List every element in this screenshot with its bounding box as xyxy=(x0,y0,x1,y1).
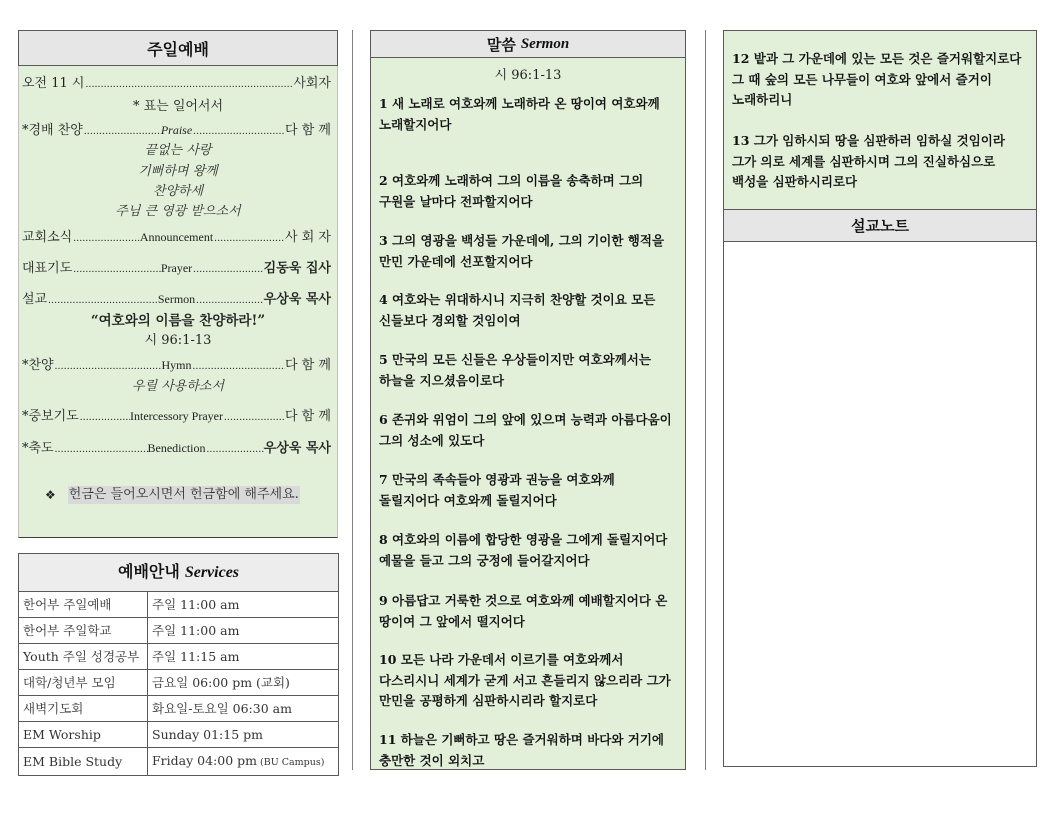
order-item-leader-name: 사회자 xyxy=(293,76,331,91)
dot-leader xyxy=(83,121,161,141)
sermon-notes-title: 설교노트 xyxy=(851,217,909,235)
dot-leader xyxy=(195,290,264,310)
order-item-label: 설교 xyxy=(22,292,48,307)
worship-header xyxy=(18,30,338,66)
order-item-english: Sermon xyxy=(157,292,196,306)
service-name: Youth 주일 성경공부 xyxy=(19,644,148,670)
service-time-cell xyxy=(148,748,339,776)
order-row-praise xyxy=(22,120,331,140)
order-row-hymn xyxy=(22,355,331,375)
service-row xyxy=(19,592,339,618)
leader-group xyxy=(223,407,331,427)
label-group xyxy=(22,356,162,376)
services-table xyxy=(18,553,339,776)
order-row-benediction xyxy=(22,438,331,458)
dot-leader xyxy=(205,439,263,459)
scripture-reference: 시 96:1-13 xyxy=(494,68,562,83)
verse-11: 11 하늘은 기뻐하고 땅은 즐거워하며 바다와 거기에 충만한 것이 외치고 xyxy=(379,732,665,768)
services-title xyxy=(19,554,339,592)
order-item-english: Intercessory Prayer xyxy=(130,409,223,423)
sermon-title-korean: 말씀 xyxy=(486,35,516,54)
praise-lyric-line: 끝없는 사랑 xyxy=(144,143,212,158)
leader-group xyxy=(213,228,331,248)
order-item-leader-name: 우상욱 목사 xyxy=(263,292,331,307)
order-row-intercessory-prayer xyxy=(22,406,331,426)
offering-note xyxy=(45,485,337,505)
verse-12: 12 밭과 그 가운데에 있는 모든 것은 즐거워할지로다 그 때 숲의 모든 나무들이 여호와 앞에서 즐거이 노래하리니 xyxy=(732,51,1022,107)
order-item-english: Announcement xyxy=(139,230,214,244)
order-item-leader-name: 김동욱 집사 xyxy=(263,261,331,276)
diamond-bullet-icon xyxy=(45,488,56,502)
order-item-label: *축도 xyxy=(22,441,54,456)
service-time: Sunday 01:15 pm xyxy=(148,722,339,748)
verse-8: 8 여호와의 이름에 합당한 영광을 그에게 돌릴지어다 예물을 들고 그의 궁정에 들어갈지어다 xyxy=(379,532,668,568)
dot-leader xyxy=(213,228,285,248)
column-divider xyxy=(352,30,353,770)
order-item-english: Hymn xyxy=(161,358,192,372)
service-row xyxy=(19,696,339,722)
service-time: 화요일-토요일 06:30 am xyxy=(148,696,339,722)
service-time: 주일 11:00 am xyxy=(148,592,339,618)
services-header-row xyxy=(19,554,339,592)
standing-note: * 표는 일어서서 xyxy=(132,99,224,114)
hymn-title: 우릴 사용하소서 xyxy=(131,379,225,394)
label-group xyxy=(22,407,130,427)
verse-5: 5 만국의 모든 신들은 우상들이지만 여호와께서는 하늘을 지으셨음이로다 xyxy=(379,352,651,388)
order-of-worship xyxy=(18,66,338,538)
label-group xyxy=(22,259,161,279)
praise-lyric-line: 찬양하세 xyxy=(152,184,204,199)
service-time: 주일 11:00 am xyxy=(148,618,339,644)
order-item-english: Benediction xyxy=(147,441,206,455)
service-name: 한어부 주일예배 xyxy=(19,592,148,618)
service-row xyxy=(19,722,339,748)
label-group xyxy=(22,290,158,310)
service-name: EM Worship xyxy=(19,722,148,748)
worship-title: 주일예배 xyxy=(147,39,209,59)
order-item-label: 교회소식 xyxy=(22,230,73,245)
sermon-reference: 시 96:1-13 xyxy=(144,333,212,348)
order-item-label: *찬양 xyxy=(22,358,54,373)
label-group xyxy=(22,439,148,459)
label-group xyxy=(22,228,140,248)
dot-leader xyxy=(54,356,162,376)
praise-lyric-line: 주님 큰 영광 받으소서 xyxy=(115,204,241,219)
service-name: 새벽기도회 xyxy=(19,696,148,722)
service-location-note: (BU Campus) xyxy=(260,757,325,768)
leader-group xyxy=(195,290,331,310)
service-row xyxy=(19,618,339,644)
service-time: 금요일 06:00 pm (교회) xyxy=(148,670,339,696)
sermon-notes-header xyxy=(723,210,1037,242)
order-item-leader-name: 다 함 께 xyxy=(285,123,331,138)
service-row xyxy=(19,670,339,696)
leader-group xyxy=(192,121,331,141)
column-divider xyxy=(705,30,706,770)
verse-1: 1 새 노래로 여호와께 노래하라 온 땅이여 여호와께 노래할지어다 xyxy=(379,96,660,132)
leader-group xyxy=(192,356,332,376)
sermon-title-english: Sermon xyxy=(520,35,570,52)
verse-3: 3 그의 영광을 백성들 가운데에, 그의 기이한 행적을 만민 가운데에 선포할지어다 xyxy=(379,233,665,269)
sermon-header xyxy=(370,30,686,58)
order-item-label: *경배 찬양 xyxy=(22,123,83,138)
dot-leader xyxy=(223,407,285,427)
order-item-label: 오전 11 시 xyxy=(22,76,85,91)
verse-2: 2 여호와께 노래하여 그의 이름을 송축하며 그의 구원을 날마다 전파할지어다 xyxy=(379,173,644,209)
verse-13: 13 그가 임하시되 땅을 심판하러 임하실 것임이라 그가 의로 세계를 심판하시며 그의 진실하심으로 백성을 심판하시리로다 xyxy=(732,133,1005,189)
service-time: 주일 11:15 am xyxy=(148,644,339,670)
dot-leader xyxy=(192,356,286,376)
verse-4: 4 여호와는 위대하시니 지극히 찬양할 것이요 모든 신들보다 경외할 것임이여 xyxy=(379,292,656,328)
order-item-leader-name: 사 회 자 xyxy=(285,230,331,245)
order-item-leader-name: 다 함 께 xyxy=(285,409,331,424)
services-title-english: Services xyxy=(184,564,240,581)
leader-group xyxy=(192,259,331,279)
service-name: EM Bible Study xyxy=(19,748,148,776)
sermon-notes-area xyxy=(723,242,1037,767)
dot-leader xyxy=(84,74,293,94)
sermon-scripture xyxy=(370,58,686,770)
order-row-announcement xyxy=(22,227,331,247)
order-item-label: 대표기도 xyxy=(22,261,73,276)
order-item-label: *중보기도 xyxy=(22,409,79,424)
order-item-english: Praise xyxy=(160,123,193,137)
order-row-sermon xyxy=(22,289,331,309)
leader-group xyxy=(205,439,331,459)
order-row-opening xyxy=(22,74,331,94)
sermon-title: “여호와의 이름을 찬양하라!” xyxy=(90,313,266,329)
praise-lyric-line: 기뻐하며 왕께 xyxy=(138,164,218,179)
service-row xyxy=(19,748,339,776)
dot-leader xyxy=(72,228,140,248)
service-row xyxy=(19,644,339,670)
dot-leader xyxy=(192,121,285,141)
service-name: 한어부 주일학교 xyxy=(19,618,148,644)
services-title-korean: 예배안내 xyxy=(117,562,180,581)
verse-10: 10 모든 나라 가운데서 이르기를 여호와께서 다스리시니 세계가 굳게 서고 흔들리지 않으리라 그가 만민을 공평하게 심판하시리라 할지로다 xyxy=(379,652,671,708)
dot-leader xyxy=(54,439,148,459)
order-item-leader-name: 다 함 께 xyxy=(285,358,331,373)
verse-7: 7 만국의 족속들아 영광과 권능을 여호와께 돌릴지어다 여호와께 돌릴지어다 xyxy=(379,472,615,508)
offering-note-text: 헌금은 들어오시면서 헌금함에 해주세요. xyxy=(68,487,299,502)
dot-leader xyxy=(79,407,130,427)
order-row-prayer xyxy=(22,258,331,278)
order-item-english: Prayer xyxy=(160,261,193,275)
order-item-leader-name: 우상욱 목사 xyxy=(263,441,331,456)
service-name: 대학/청년부 모임 xyxy=(19,670,148,696)
dot-leader xyxy=(47,290,158,310)
verse-9: 9 아름답고 거룩한 것으로 여호와께 예배할지어다 온 땅이여 그 앞에서 떨지어다 xyxy=(379,593,668,629)
verse-6: 6 존귀와 위엄이 그의 앞에 있으며 능력과 아름다움이 그의 성소에 있도다 xyxy=(379,412,672,448)
dot-leader xyxy=(72,259,161,279)
sermon-scripture-continued xyxy=(723,30,1037,210)
service-time: Friday 04:00 pm xyxy=(152,753,257,768)
dot-leader xyxy=(192,259,264,279)
label-group xyxy=(22,121,161,141)
